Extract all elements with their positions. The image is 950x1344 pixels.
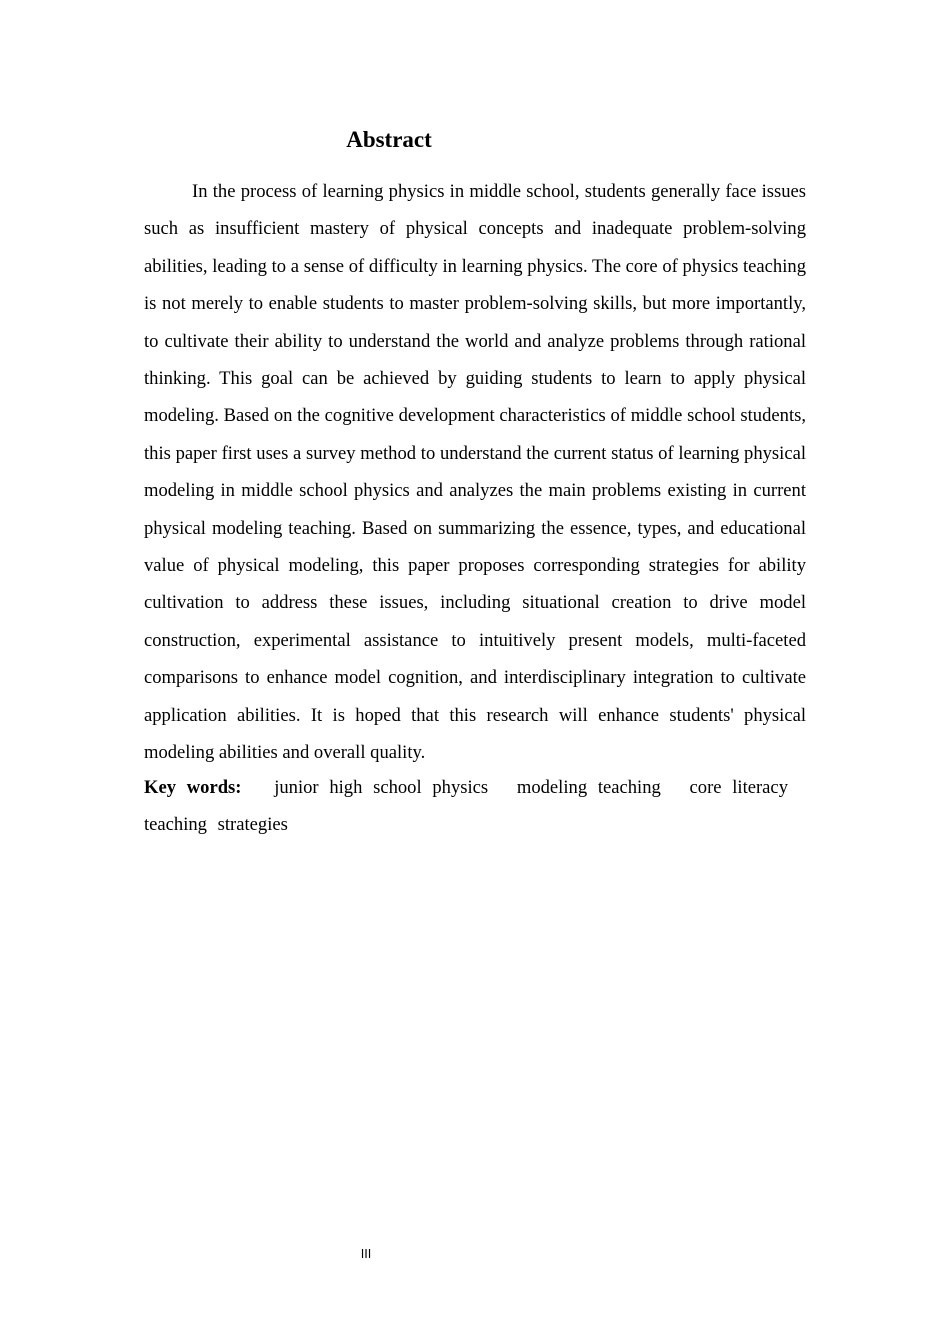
abstract-paragraph: In the process of learning physics in middle school, students generally face issues such as insufficient mastery of physical concepts and inadequate problem-solving abilities, leading to a sense of difficulty in learning physics. The core of physics teaching is not merely to enable students to master problem-solving skills, but more importantly, to cultivate their ability to understand the world and analyze problems through rational thinking. This goal can be achieved by guiding students to learn to apply physical modeling. Based on the cognitive development characteristics of middle school students, this paper first uses a survey method to understand the current status of learning physical modeling in middle school physics and analyzes the main problems existing in current physical modeling teaching. Based on summarizing the essence, types, and educational value of physical modeling, this paper proposes corresponding strategies for ability cultivation to address these issues, including situational creation to drive model construction, experimental assistance to intuitively present models, multi-faceted comparisons to enhance model cognition, and interdisciplinary integration to cultivate application abilities. It is hoped that this research will enhance students' physical modeling abilities and overall quality. [144, 181, 806, 764]
keyword-item: modeling teaching [516, 777, 661, 798]
keyword-item: teaching strategies [144, 814, 288, 836]
page-number: III [360, 1247, 372, 1261]
abstract-title: Abstract [346, 127, 432, 152]
keywords-line [144, 769, 806, 844]
keyword-item: junior high school physics [274, 777, 489, 798]
keyword-item: core literacy [689, 777, 788, 798]
keywords-label: Key words: [144, 777, 242, 798]
